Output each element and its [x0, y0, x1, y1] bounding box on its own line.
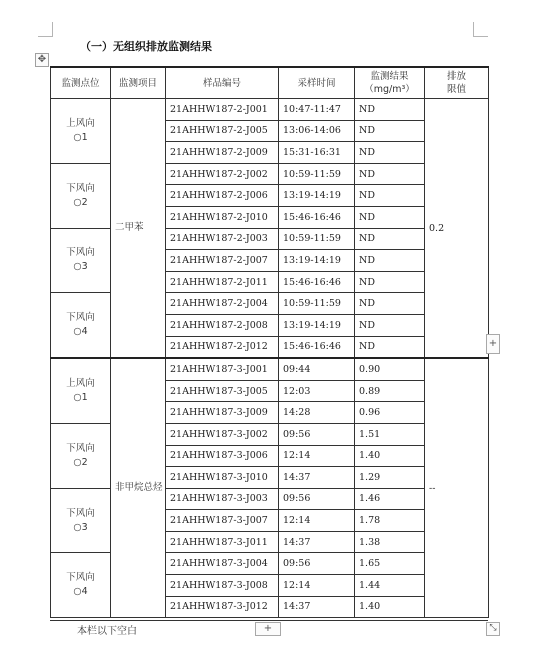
sample-code-cell: 21AHHW187-2-J010: [166, 206, 279, 228]
sampling-time-cell: 14:37: [279, 531, 355, 553]
sample-code-cell: 21AHHW187-3-J005: [166, 380, 279, 402]
table-move-handle-icon[interactable]: ✥: [35, 53, 49, 67]
monitoring-results-table: [50, 66, 489, 618]
result-cell: 1.78: [355, 510, 425, 532]
location-name: 下风向: [66, 507, 95, 519]
location-point: ○2: [73, 196, 88, 208]
sampling-time-cell: 12:14: [279, 510, 355, 532]
location-point: ○1: [73, 131, 88, 143]
location-point: ○1: [73, 392, 88, 404]
table-body: [51, 99, 489, 618]
sampling-time-cell: 15:31-16:31: [279, 142, 355, 164]
result-cell: ND: [355, 336, 425, 358]
table-row: [51, 99, 489, 121]
sampling-time-cell: 13:19-14:19: [279, 314, 355, 336]
location-cell: [51, 99, 111, 164]
result-cell: ND: [355, 293, 425, 315]
result-cell: ND: [355, 206, 425, 228]
header-result-line1: 监测结果: [370, 71, 409, 82]
table-resize-icon[interactable]: ⤡: [486, 622, 500, 636]
location-point: ○3: [73, 521, 88, 533]
page-corner-mark: [473, 22, 488, 37]
sample-code-cell: 21AHHW187-2-J011: [166, 271, 279, 293]
sampling-time-cell: 13:06-14:06: [279, 120, 355, 142]
result-cell: 1.40: [355, 596, 425, 618]
result-cell: ND: [355, 99, 425, 121]
header-result: [355, 67, 425, 99]
sample-code-cell: 21AHHW187-3-J011: [166, 531, 279, 553]
sampling-time-cell: 14:28: [279, 402, 355, 424]
location-point: ○2: [73, 456, 88, 468]
location-point: ○4: [73, 586, 88, 598]
header-limit-line1: 排放: [446, 71, 466, 82]
sampling-time-cell: 09:56: [279, 553, 355, 575]
header-location: 监测点位: [51, 67, 111, 99]
sample-code-cell: 21AHHW187-3-J001: [166, 358, 279, 380]
section-title: （一）无组织排放监测结果: [80, 40, 212, 53]
sampling-time-cell: 15:46-16:46: [279, 271, 355, 293]
result-cell: ND: [355, 142, 425, 164]
location-cell: [51, 423, 111, 488]
result-cell: ND: [355, 163, 425, 185]
header-item: 监测项目: [111, 67, 166, 99]
sample-code-cell: 21AHHW187-3-J012: [166, 596, 279, 618]
result-cell: ND: [355, 314, 425, 336]
sample-code-cell: 21AHHW187-3-J010: [166, 467, 279, 489]
sampling-time-cell: 09:44: [279, 358, 355, 380]
sample-code-cell: 21AHHW187-2-J012: [166, 336, 279, 358]
location-point: ○4: [73, 326, 88, 338]
sample-code-cell: 21AHHW187-2-J004: [166, 293, 279, 315]
sample-code-cell: 21AHHW187-3-J004: [166, 553, 279, 575]
sample-code-cell: 21AHHW187-3-J008: [166, 575, 279, 597]
sampling-time-cell: 12:14: [279, 445, 355, 467]
location-point: ○3: [73, 261, 88, 273]
sample-code-cell: 21AHHW187-2-J009: [166, 142, 279, 164]
location-cell: [51, 488, 111, 553]
location-name: 下风向: [66, 442, 95, 454]
monitoring-item-cell: 非甲烷总烃: [111, 358, 166, 618]
table-bottom-rule: [50, 620, 488, 621]
monitoring-item-cell: 二甲苯: [111, 99, 166, 359]
header-limit: [425, 67, 489, 99]
sample-code-cell: 21AHHW187-2-J001: [166, 99, 279, 121]
result-cell: ND: [355, 271, 425, 293]
result-cell: 1.51: [355, 423, 425, 445]
result-cell: ND: [355, 228, 425, 250]
location-name: 上风向: [66, 378, 95, 390]
sample-code-cell: 21AHHW187-3-J002: [166, 423, 279, 445]
location-cell: [51, 358, 111, 423]
result-cell: ND: [355, 120, 425, 142]
sample-code-cell: 21AHHW187-2-J002: [166, 163, 279, 185]
result-cell: 0.96: [355, 402, 425, 424]
location-cell: [51, 228, 111, 293]
result-cell: ND: [355, 185, 425, 207]
footer-note: 本栏以下空白: [77, 626, 137, 637]
result-cell: 1.29: [355, 467, 425, 489]
result-cell: 1.44: [355, 575, 425, 597]
sampling-time-cell: 12:03: [279, 380, 355, 402]
sampling-time-cell: 13:19-14:19: [279, 185, 355, 207]
location-cell: [51, 163, 111, 228]
sample-code-cell: 21AHHW187-2-J003: [166, 228, 279, 250]
sample-code-cell: 21AHHW187-3-J007: [166, 510, 279, 532]
result-cell: 1.38: [355, 531, 425, 553]
sample-code-cell: 21AHHW187-2-J007: [166, 250, 279, 272]
result-cell: 1.46: [355, 488, 425, 510]
emission-limit-cell: --: [425, 358, 489, 618]
sample-code-cell: 21AHHW187-3-J003: [166, 488, 279, 510]
sampling-time-cell: 12:14: [279, 575, 355, 597]
location-name: 下风向: [66, 312, 95, 324]
add-column-button[interactable]: +: [486, 334, 500, 354]
result-cell: 0.89: [355, 380, 425, 402]
location-name: 下风向: [66, 247, 95, 259]
sample-code-cell: 21AHHW187-2-J006: [166, 185, 279, 207]
location-cell: [51, 293, 111, 358]
location-cell: [51, 553, 111, 618]
sampling-time-cell: 13:19-14:19: [279, 250, 355, 272]
result-cell: 0.90: [355, 358, 425, 380]
sampling-time-cell: 09:56: [279, 488, 355, 510]
emission-limit-cell: 0.2: [425, 99, 489, 359]
location-name: 下风向: [66, 572, 95, 584]
sampling-time-cell: 10:59-11:59: [279, 163, 355, 185]
sample-code-cell: 21AHHW187-3-J006: [166, 445, 279, 467]
sampling-time-cell: 14:37: [279, 467, 355, 489]
location-name: 上风向: [66, 117, 95, 129]
add-row-button[interactable]: +: [255, 622, 281, 636]
sample-code-cell: 21AHHW187-3-J009: [166, 402, 279, 424]
sampling-time-cell: 09:56: [279, 423, 355, 445]
page-corner-mark: [38, 22, 53, 37]
sampling-time-cell: 10:59-11:59: [279, 228, 355, 250]
result-cell: 1.65: [355, 553, 425, 575]
result-cell: ND: [355, 250, 425, 272]
location-name: 下风向: [66, 182, 95, 194]
sampling-time-cell: 14:37: [279, 596, 355, 618]
sampling-time-cell: 15:46-16:46: [279, 336, 355, 358]
result-cell: 1.40: [355, 445, 425, 467]
sampling-time-cell: 15:46-16:46: [279, 206, 355, 228]
sample-code-cell: 21AHHW187-2-J005: [166, 120, 279, 142]
header-limit-line2: 限值: [446, 84, 466, 95]
header-sample-code: 样品编号: [166, 67, 279, 99]
header-sampling-time: 采样时间: [279, 67, 355, 99]
header-result-unit: （mg/m³）: [364, 84, 415, 95]
sample-code-cell: 21AHHW187-2-J008: [166, 314, 279, 336]
sampling-time-cell: 10:59-11:59: [279, 293, 355, 315]
sampling-time-cell: 10:47-11:47: [279, 99, 355, 121]
table-row: [51, 358, 489, 380]
